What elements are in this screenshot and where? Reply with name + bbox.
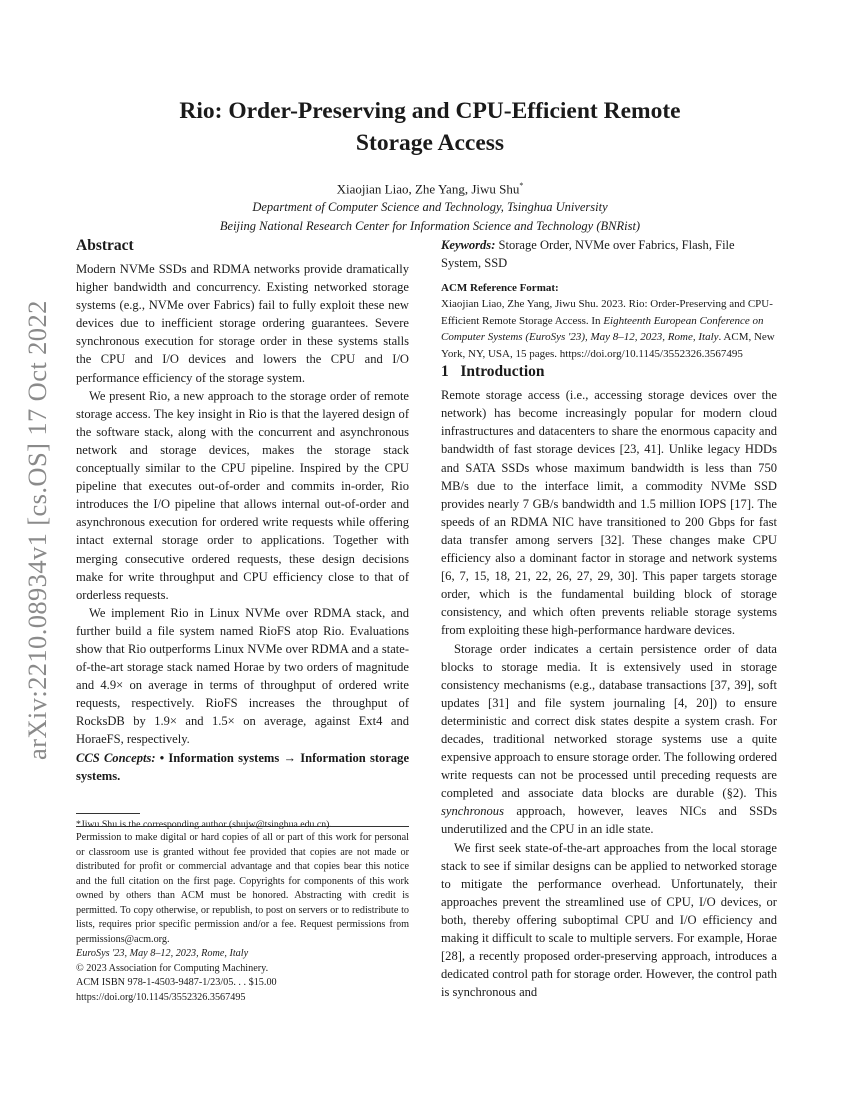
corresponding-author-footnote: *Jiwu Shu is the corresponding author (shujw@tsinghua.edu.cn). bbox=[76, 818, 332, 830]
footnote-rule bbox=[76, 813, 140, 814]
right-column bbox=[441, 236, 777, 1001]
permission-block bbox=[76, 826, 409, 1005]
keywords-text: Storage Order, NVMe over Fabrics, Flash, File System, SSD bbox=[441, 238, 735, 271]
affiliation-1: Department of Computer Science and Technology, Tsinghua University bbox=[252, 200, 608, 215]
author-mark: * bbox=[519, 181, 524, 190]
ccs-text: • Information systems → Information storage systems. bbox=[76, 750, 410, 783]
venue-line: EuroSys '23, May 8–12, 2023, Rome, Italy bbox=[76, 948, 249, 959]
arxiv-side-stamp: arXiv:2210.08934v1 [cs.OS] 17 Oct 2022 bbox=[22, 300, 52, 760]
isbn-line: ACM ISBN 978-1-4503-9487-1/23/05. . . $15.00 bbox=[76, 977, 277, 988]
left-column bbox=[76, 236, 409, 832]
title-line-2: Storage Access bbox=[355, 130, 505, 156]
permission-text: Permission to make digital or hard copies of all or part of this work for personal or classroom use is granted without fee provided that copies are not made or distributed for profit or commercial advantage and that copies bear this notice and the full citation on the first page. Copyrights for components of this work owned by others than ACM must be honored. Abstracting with credit is permitted. To copy otherwise, or republish, to post on servers or to redistribute to lists, requires prior specific permission and/or a fee. Request permissions from permissions@acm.org. bbox=[76, 832, 409, 945]
author-names: Xiaojian Liao, Zhe Yang, Jiwu Shu* bbox=[336, 181, 524, 197]
intro-paragraph-1: Remote storage access (i.e., accessing storage devices over the network) has become increasingly popular for modern cloud infrastructures and datacenters to share the enormous capacity and bandwidth of fast storage devices [23, 41]. Unlike legacy HDDs and SATA SSDs whose maximum bandwidth is less than 750 MB/s due to the interface limit, a commodity NVMe SSD provides nearly 7 GB/s bandwidth and 1.5 million IOPS [17]. The speeds of an RDMA NIC have transitioned to 200 Gbps for fast data transfer among servers [32]. These changes make CPU efficiency also a dominant factor in storage and network systems [6, 7, 15, 18, 21, 22, 26, 27, 29, 30]. This paper targets storage order, which is the fundamental building block of storage consistency, and which often prevents reliable storage systems from exploiting these high-performance hardware devices. bbox=[441, 388, 777, 638]
doi-line: https://doi.org/10.1145/3552326.3567495 bbox=[76, 991, 246, 1003]
acm-reference-heading: ACM Reference Format: bbox=[441, 282, 559, 295]
author-block bbox=[90, 176, 770, 236]
copyright-line: © 2023 Association for Computing Machinery. bbox=[76, 962, 269, 974]
intro-paragraph-3: We first seek state-of-the-art approaches from the local storage stack to see if similar designs can be applied to networked storage to mitigate the performance overhead. Unfortunately, their approaches prevent the streamlined use of CPU, I/O devices, or both, thereby offering suboptimal CPU and I/O efficiency and making it difficult to scale to multiple servers. For example, Horae [28], a recently proposed order-preserving approach, introduces a dedicated control path for storage order. However, the control path is synchronous and bbox=[441, 840, 777, 1000]
keywords bbox=[441, 236, 777, 272]
intro-paragraph-2: Storage order indicates a certain persistence order of data blocks to storage media. It is extensively used in storage consistency mechanisms (e.g., database transactions [37, 39], soft updates [31] and file system journaling [4, 20]) to ensure deterministic and correct disk states despite a system crash. For decades, traditional networked storage systems use a quite expensive approach to ensure storage order. The following ordered write requests can not be processed until preceding requests are completed and associate data blocks are durable (§2). This synchronous approach, however, leaves NICs and SSDs underutilized and the CPU in an idle state. bbox=[441, 641, 777, 837]
abstract-paragraph-3: We implement Rio in Linux NVMe over RDMA stack, and further build a file system named RioFS atop Rio. Evaluations show that Rio outperforms Linux NVMe over RDMA and a state-of-the-art storage stack named Horae by two orders of magnitude and 4.9× on average in terms of throughput of ordered write requests, respectively. RioFS increases the throughput of RocksDB by 1.9× and 1.5× on average, against Ext4 and HoraeFS, respectively. bbox=[76, 605, 409, 747]
abstract-paragraph-1: Modern NVMe SSDs and RDMA networks provide dramatically higher bandwidth and concurrency. Existing networked storage systems (e.g., NVMe over Fabrics) fail to fully exploit these new devices due to inefficient storage ordering guarantees. Severe synchronous execution for storage order in these systems stalls the CPU and I/O devices and lowers the CPU and I/O performance efficiency of the storage system. bbox=[76, 262, 409, 385]
affiliation-2: Beijing National Research Center for Information Science and Technology (BNRist) bbox=[219, 219, 641, 234]
abstract-heading: Abstract bbox=[76, 237, 134, 254]
paper-title bbox=[90, 95, 770, 159]
introduction-heading: 1 Introduction bbox=[441, 363, 545, 381]
acm-reference-venue: Eighteenth European Conference on Computer Systems (EuroSys '23), May 8–12, 2023, Rome, Italy bbox=[441, 314, 764, 344]
ccs-label: CCS Concepts: bbox=[76, 750, 156, 765]
ccs-concepts bbox=[76, 749, 409, 785]
acm-reference-body: Xiaojian Liao, Zhe Yang, Jiwu Shu. 2023. Rio: Order-Preserving and CPU-Efficient Remote Storage Access. In Eighteenth European Conference on Computer Systems (EuroSys '23), May 8–12, 2023, Rome, Italy. ACM, New York, NY, USA, 15 pages. https://doi.org/10.1145/3552326.3567495 bbox=[441, 298, 775, 360]
keywords-label: Keywords: bbox=[441, 238, 496, 252]
abstract-paragraph-2: We present Rio, a new approach to the storage order of remote storage access. The key insight in Rio is that the layered design of the software stack, along with the concurrent and asynchronous network and storage devices, makes the storage stack conceptually similar to the CPU pipeline. Inspired by the CPU pipeline that executes out-of-order and commits in-order, Rio introduces the I/O pipeline that allows internal out-of-order and asynchronous execution for ordered write requests while offering intact external storage order to applications. Together with merging consecutive ordered requests, these design decisions make for write throughput and CPU efficiency close to that of orderless requests. bbox=[76, 388, 409, 602]
title-line-1: Rio: Order-Preserving and CPU-Efficient Remote bbox=[179, 98, 681, 124]
